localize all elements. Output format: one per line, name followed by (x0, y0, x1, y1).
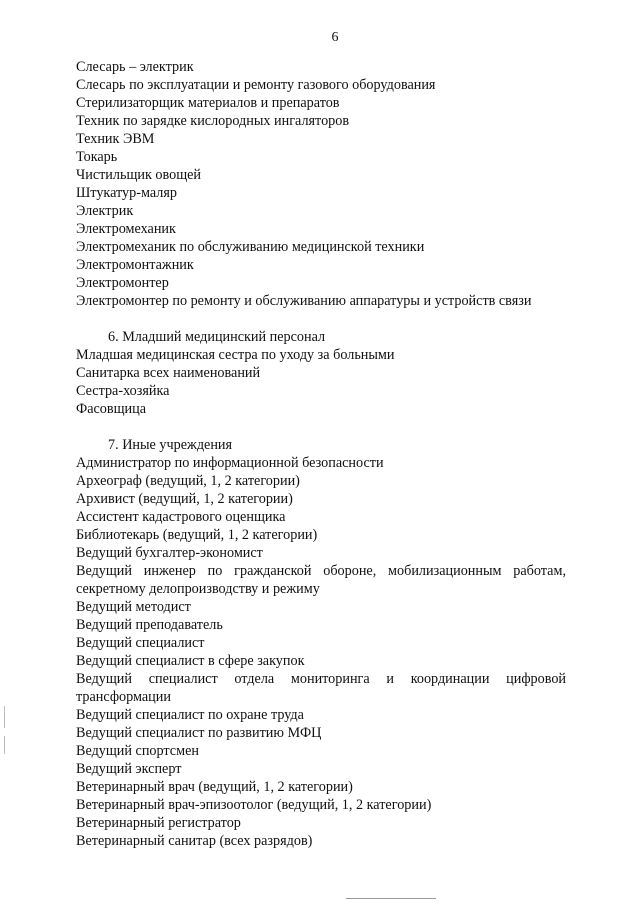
list-item: Стерилизаторщик материалов и препаратов (76, 95, 340, 111)
list-item: Библиотекарь (ведущий, 1, 2 категории) (76, 527, 318, 543)
list-item: Ведущий специалист (76, 635, 205, 651)
section-other-institutions (76, 436, 566, 850)
document-body (76, 58, 566, 850)
list-item-continuation: трансформации (76, 689, 171, 705)
list-item: Санитарка всех наименований (76, 365, 261, 381)
list-item: Ведущий специалист в сфере закупок (76, 653, 305, 669)
list-item: Ведущий специалист по развитию МФЦ (76, 725, 322, 741)
list-item: Археограф (ведущий, 1, 2 категории) (76, 473, 300, 489)
list-item: Архивист (ведущий, 1, 2 категории) (76, 491, 293, 507)
page-number: 6 (331, 30, 339, 45)
list-item: Ветеринарный санитар (всех разрядов) (76, 833, 313, 849)
list-item: Электромеханик по обслуживанию медицинской техники (76, 239, 425, 255)
list-item: Ветеринарный врач (ведущий, 1, 2 категории) (76, 779, 353, 795)
list-item: Слесарь – электрик (76, 59, 194, 75)
list-item: Администратор по информационной безопасности (76, 455, 384, 471)
list-item: Фасовщица (76, 401, 147, 417)
list-item: Токарь (76, 149, 118, 165)
list-item: Ведущий преподаватель (76, 617, 223, 633)
list-item: Техник по зарядке кислородных ингаляторов (76, 113, 350, 129)
list-item: Электромонтер по ремонту и обслуживанию аппаратуры и устройств связи (76, 293, 532, 309)
list-item: Ведущий спортсмен (76, 743, 199, 759)
section-heading: 6. Младший медицинский персонал (108, 329, 326, 345)
list-item: Штукатур-маляр (76, 185, 177, 201)
section-spacer (76, 310, 566, 328)
list-item: Ведущий бухгалтер-экономист (76, 545, 263, 561)
list-item: Ведущий специалист отдела мониторинга и координации цифровой (76, 671, 566, 687)
list-item: Чистильщик овощей (76, 167, 202, 183)
list-item: Ведущий эксперт (76, 761, 182, 777)
list-item: Электромонтажник (76, 257, 194, 273)
section-spacer (76, 418, 566, 436)
list-item: Электрик (76, 203, 134, 219)
list-item: Сестра-хозяйка (76, 383, 170, 399)
occupation-list-continued (76, 58, 566, 310)
list-item: Ведущий методист (76, 599, 191, 615)
list-item: Электромонтер (76, 275, 169, 291)
list-item: Техник ЭВМ (76, 131, 155, 147)
list-item-continuation: секретному делопроизводству и режиму (76, 581, 320, 597)
scan-artifact (4, 736, 5, 754)
list-item: Ассистент кадастрового оценщика (76, 509, 286, 525)
footer-rule (346, 898, 436, 899)
section-junior-medical-staff (76, 328, 566, 418)
list-item: Слесарь по эксплуатации и ремонту газового оборудования (76, 77, 436, 93)
scan-artifact (4, 706, 5, 728)
list-item: Ветеринарный врач-эпизоотолог (ведущий, 1, 2 категории) (76, 797, 432, 813)
list-item: Ведущий специалист по охране труда (76, 707, 304, 723)
list-item: Ведущий инженер по гражданской обороне, мобилизационным работам, (76, 563, 566, 579)
section-heading: 7. Иные учреждения (108, 437, 233, 453)
list-item: Ветеринарный регистратор (76, 815, 241, 831)
list-item: Младшая медицинская сестра по уходу за больными (76, 347, 395, 363)
list-item: Электромеханик (76, 221, 176, 237)
